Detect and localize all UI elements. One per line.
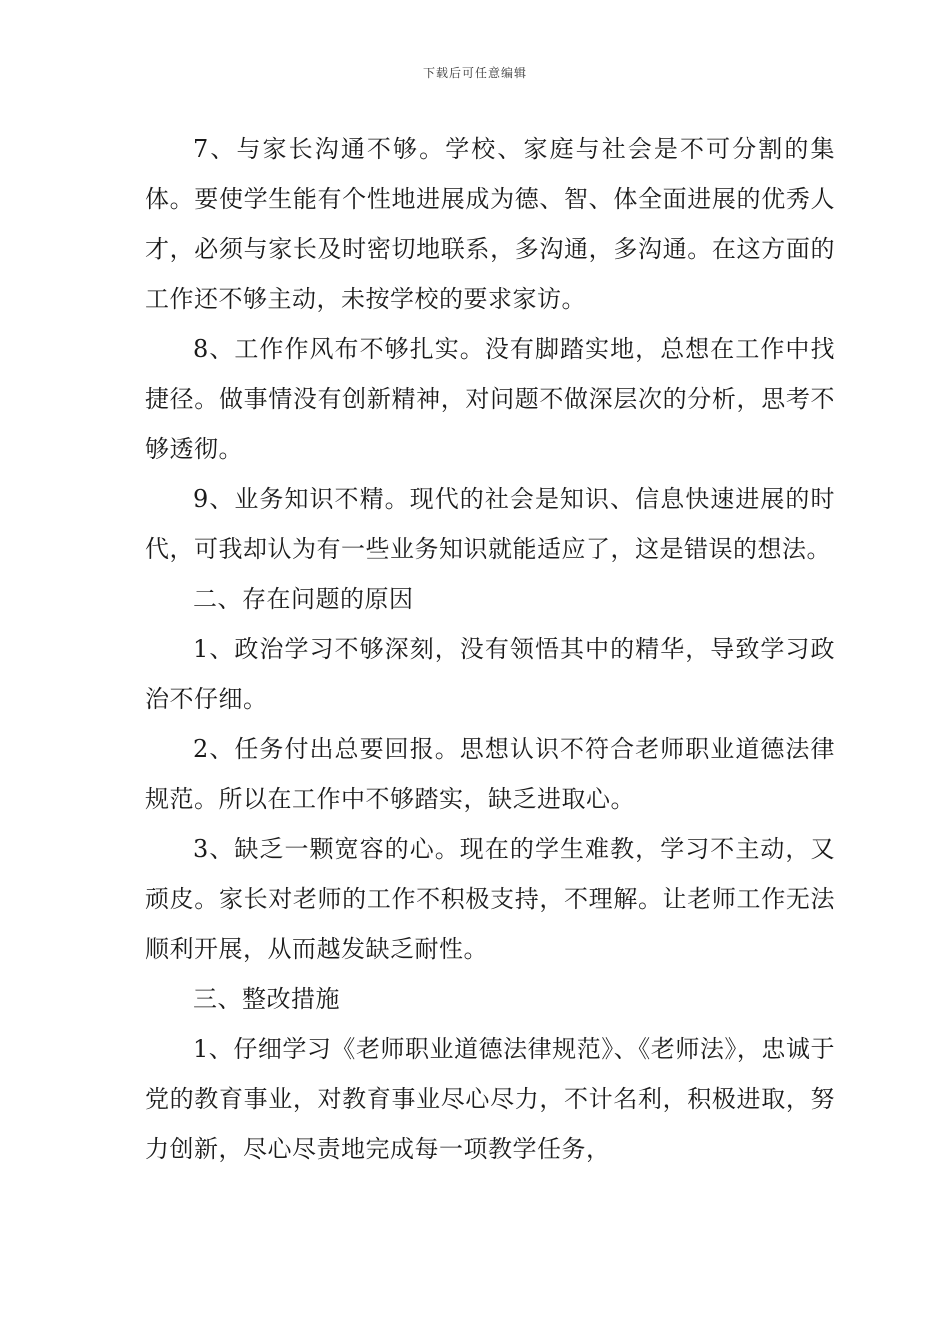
paragraph-cause-1: 1、政治学习不够深刻，没有领悟其中的精华，导致学习政治不仔细。 bbox=[145, 635, 835, 713]
paragraph-cause-3: 3、缺乏一颗宽容的心。现在的学生难教，学习不主动，又顽皮。家长对老师的工作不积极支持，不理解。让老师工作无法顺利开展，从而越发缺乏耐性。 bbox=[145, 835, 835, 963]
document-body bbox=[145, 124, 835, 1174]
paragraph-item-9: 9、业务知识不精。现代的社会是知识、信息快速进展的时代，可我却认为有一些业务知识就能适应了，这是错误的想法。 bbox=[145, 485, 835, 563]
header-note: 下载后可任意编辑 bbox=[422, 66, 527, 80]
section-heading-measures: 三、整改措施 bbox=[193, 985, 340, 1013]
paragraph-item-7: 7、与家长沟通不够。学校、家庭与社会是不可分割的集体。要使学生能有个性地进展成为德、智、体全面进展的优秀人才，必须与家长及时密切地联系，多沟通，多沟通。在这方面的工作还不够主动，未按学校的要求家访。 bbox=[145, 135, 835, 313]
paragraph-item-8: 8、工作作风布不够扎实。没有脚踏实地，总想在工作中找捷径。做事情没有创新精神，对问题不做深层次的分析，思考不够透彻。 bbox=[145, 335, 835, 463]
paragraph-measure-1: 1、仔细学习《老师职业道德法律规范》、《老师法》，忠诚于党的教育事业，对教育事业尽心尽力，不计名利，积极进取，努力创新，尽心尽责地完成每一项教学任务， bbox=[145, 1035, 835, 1163]
section-heading-causes: 二、存在问题的原因 bbox=[193, 585, 414, 613]
paragraph-cause-2: 2、任务付出总要回报。思想认识不符合老师职业道德法律规范。所以在工作中不够踏实，缺乏进取心。 bbox=[145, 735, 835, 813]
